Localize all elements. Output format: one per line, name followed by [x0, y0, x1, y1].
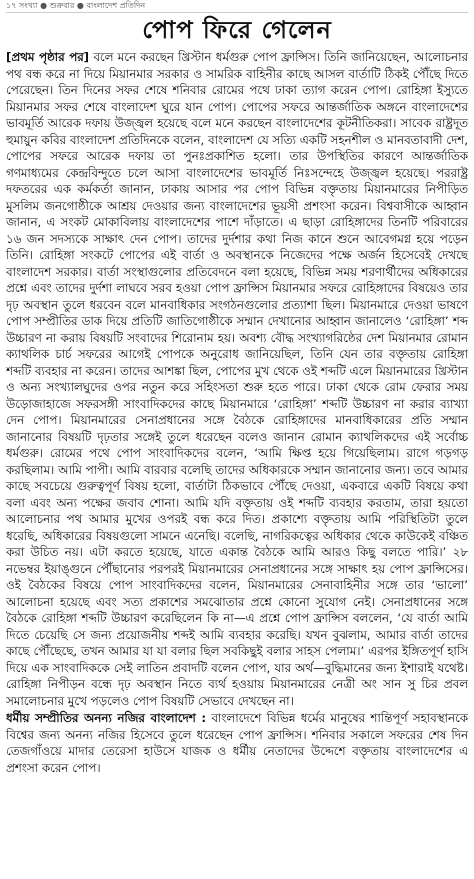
article-body	[6, 49, 468, 867]
article-paragraph	[6, 710, 468, 776]
page-header-strip: ১৭ সংখ্যা ● শুক্রবার ● বাংলাদেশ প্রতিদিন	[6, 0, 468, 13]
paragraph-text: বাংলাদেশে বিভিন্ন ধর্মের মানুষের শান্তিপূর্ণ সহাবস্থানকে বিশ্বের জন্য অনন্য নজির হিসেবে তুলে ধরেছেন পোপ ফ্রান্সিস। শনিবার সকালে সফরের শেষ দিন তেজগাঁওয়ে মাদার তেরেসা হাউসে যাজক ও ধর্মীয় নেতাদের উদ্দেশে বক্তৃতায় বাংলাদেশের এ প্রশংসা করেন পোপ।	[6, 711, 468, 775]
continuation-label: [প্রথম পৃষ্ঠার পর]	[6, 50, 90, 64]
article-headline: পোপ ফিরে গেলেন	[142, 15, 332, 44]
article-paragraph	[6, 49, 468, 709]
section-subhead: ধর্মীয় সম্প্রীতির অনন্য নজির বাংলাদেশ :	[6, 711, 207, 725]
paragraph-text: বলে মনে করছেন খ্রিস্টান ধর্মগুরু পোপ ফ্রান্সিস। তিনি জানিয়েছেন, আলোচনার পথ বন্ধ করে না দিয়ে মিয়ানমার সরকার ও সামরিক বাহিনীর কাছে আসল বার্তাটি ঠিকই পৌঁছে দিতে পেরেছেন। তিন দিনের সফর শেষে শনিবার রোমের পথে ঢাকা ত্যাগ করেন পোপ। রোহিঙ্গা ইস্যুতে মিয়ানমার সফর শেষে বাংলাদেশ ঘুরে যান পোপ। পোপের সফরে আন্তর্জাতিক অঙ্গনে বাংলাদেশের ভাবমূর্তি আরেক দফায় উজ্জ্বল হয়েছে বলে মনে করছেন বাংলাদেশের কূটনীতিকরা। সাবেক রাষ্ট্রদূত হুমায়ুন কবির বাংলাদেশ প্রতিদিনকে বলেন, বাংলাদেশ যে সত্যি একটি সহনশীল ও মানবতাবাদী দেশ, পোপের সফরে আরেক দফায় তা পুনঃপ্রকাশিত হলো। তার উপস্থিতির কারণে আন্তর্জাতিক গণমাধ্যমের কেন্দ্রবিন্দুতে চলে আসা বাংলাদেশের ভাবমূর্তি নিঃসন্দেহে উজ্জ্বল হয়েছে। পররাষ্ট্র দফতরের এক কর্মকর্তা জানান, ঢাকায় আসার পর পোপ বিভিন্ন বক্তৃতায় মিয়ানমারের নিপীড়িত মুসলিম জনগোষ্ঠীকে আশ্রয় দেওয়ার জন্য বাংলাদেশের ভূয়সী প্রশংসা করেন। বিশ্ববাসীকে আহ্বান জানান, এ সংকট মোকাবিলায় বাংলাদেশের পাশে দাঁড়াতে। এ ছাড়া রোহিঙ্গাদের তিনটি পরিবারের ১৬ জন সদস্যকে সাক্ষাৎ দেন পোপ। তাদের দুর্দশার কথা নিজ কানে শুনে আবেগমগ্ন হয়ে পড়েন তিনি। রোহিঙ্গা সংকটে পোপের এই বার্তা ও অবস্থানকে নিজেদের পক্ষে অর্জন হিসেবেই দেখছে বাংলাদেশ সরকার। বার্তা সংস্থাগুলোর প্রতিবেদনে বলা হয়েছে, বিভিন্ন সময় শরণার্থীদের অধিকারের প্রশ্নে এবং তাদের দুর্দশা লাঘবে সরব হওয়া পোপ ফ্রান্সিস মিয়ানমার সফরে রোহিঙ্গাদের বিষয়েও তার দৃঢ় অবস্থান তুলে ধরবেন বলে মানবাধিকার সংগঠনগুলোর প্রত্যাশা ছিল। মিয়ানমারে দেওয়া ভাষণে পোপ সম্প্রীতির ডাক দিয়ে প্রতিটি জাতিগোষ্ঠীকে সম্মান দেখানোর আহ্বান জানালেও ‘রোহিঙ্গা’ শব্দ উচ্চারণ না করায় বিষয়টি সংবাদের শিরোনাম হয়। অবশ্য বৌদ্ধ সংখ্যাগরিষ্ঠের দেশ মিয়ানমার রোমান ক্যাথলিক চার্চ সফরের আগেই পোপকে অনুরোধ জানিয়েছিল, তিনি যেন তার বক্তৃতায় রোহিঙ্গা শব্দটি ব্যবহার না করেন। তাদের আশঙ্কা ছিল, পোপের মুখ থেকে ওই শব্দটি এলে মিয়ানমারের খ্রিস্টান ও অন্য সংখ্যালঘুদের ওপর নতুন করে সহিংসতা শুরু হতে পারে। ঢাকা থেকে রোম ফেরার সময় উড়োজাহাজে সফরসঙ্গী সাংবাদিকদের কাছে মিয়ানমারে ‘রোহিঙ্গা’ শব্দটি উচ্চারণ না করার ব্যাখ্যা দেন পোপ। মিয়ানমারের সেনাপ্রধানের সঙ্গে বৈঠকে রোহিঙ্গাদের মানবাধিকারের প্রতি সম্মান জানানোর বিষয়টি দৃঢ়তার সঙ্গেই তুলে ধরেছেন বলেও জানান রোমান ক্যাথলিকদের এই সর্বোচ্চ ধর্মগুরু। রোমের পথে পোপ সাংবাদিকদের বলেন, ‘আমি ক্ষিপ্ত হয়ে গিয়েছিলাম। রাগে গড়গড় করছিলাম। আমি পাপী। আমি বারবার বলেছি তাদের অধিকারকে সম্মান জানানোর জন্য। তবে আমার কাছে সবচেয়ে গুরুত্বপূর্ণ বিষয় হলো, বার্তাটা ঠিকভাবে পৌঁছে দেওয়া, একবারে একটি বিষয়ে কথা বলা এবং অন্য পক্ষের জবাব শোনা। আমি যদি বক্তৃতায় ওই শব্দটি ব্যবহার করতাম, তারা হয়তো আলোচনার পথ আমার মুখের ওপরই বন্ধ করে দিত। প্রকাশ্যে বক্তৃতায় আমি পরিস্থিতিটা তুলে ধরেছি, অধিকারের বিষয়গুলো সামনে এনেছি। বলেছি, নাগরিকত্বের অধিকার থেকে কাউকেই বঞ্চিত করা উচিত নয়। এটা করতে হয়েছে, যাতে একান্ত বৈঠকে আমি আরও কিছু বলতে পারি।’ ২৮ নভেম্বর ইয়াঙ্গুনে পৌঁছানোর পরপরই মিয়ানমারের সেনাপ্রধানের সঙ্গে সাক্ষাৎ হয় পোপ ফ্রান্সিসের। ওই বৈঠকের বিষয়ে পোপ সাংবাদিকদের বলেন, মিয়ানমারের সেনাবাহিনীর সঙ্গে তার ‘ভালো’ আলোচনা হয়েছে এবং সত্য প্রকাশের সমঝোতার প্রশ্নে কোনো সুযোগ নেই। সেনাপ্রধানের সঙ্গে বৈঠকে রোহিঙ্গা শব্দটি উচ্চারণ করেছিলেন কি না—এ প্রশ্নে পোপ ফ্রান্সিস বললেন, ‘যে বার্তা আমি দিতে চেয়েছি সে জন্য প্রয়োজনীয় শব্দই আমি ব্যবহার করেছি। যখন বুঝলাম, আমার বার্তা তাদের কাছে পৌঁছেছে, তখন আমার যা যা বলার ছিল সবকিছুই বলার সাহস পেলাম।’ এরপর ইঙ্গিতপূর্ণ হাসি দিয়ে এক সাংবাদিককে সেই লাতিন প্রবাদটি বলেন পোপ, যার অর্থ—বুদ্ধিমানের জন্য ইশারাই যথেষ্ট। রোহিঙ্গা নিপীড়ন বন্ধে দৃঢ় অবস্থান নিতে ব্যর্থ হওয়ায় মিয়ানমারের নেত্রী অং সান সু চির প্রবল সমালোচনার মুখে পড়লেও পোপ বিষয়টি সেভাবে দেখছেন না।	[6, 50, 468, 708]
